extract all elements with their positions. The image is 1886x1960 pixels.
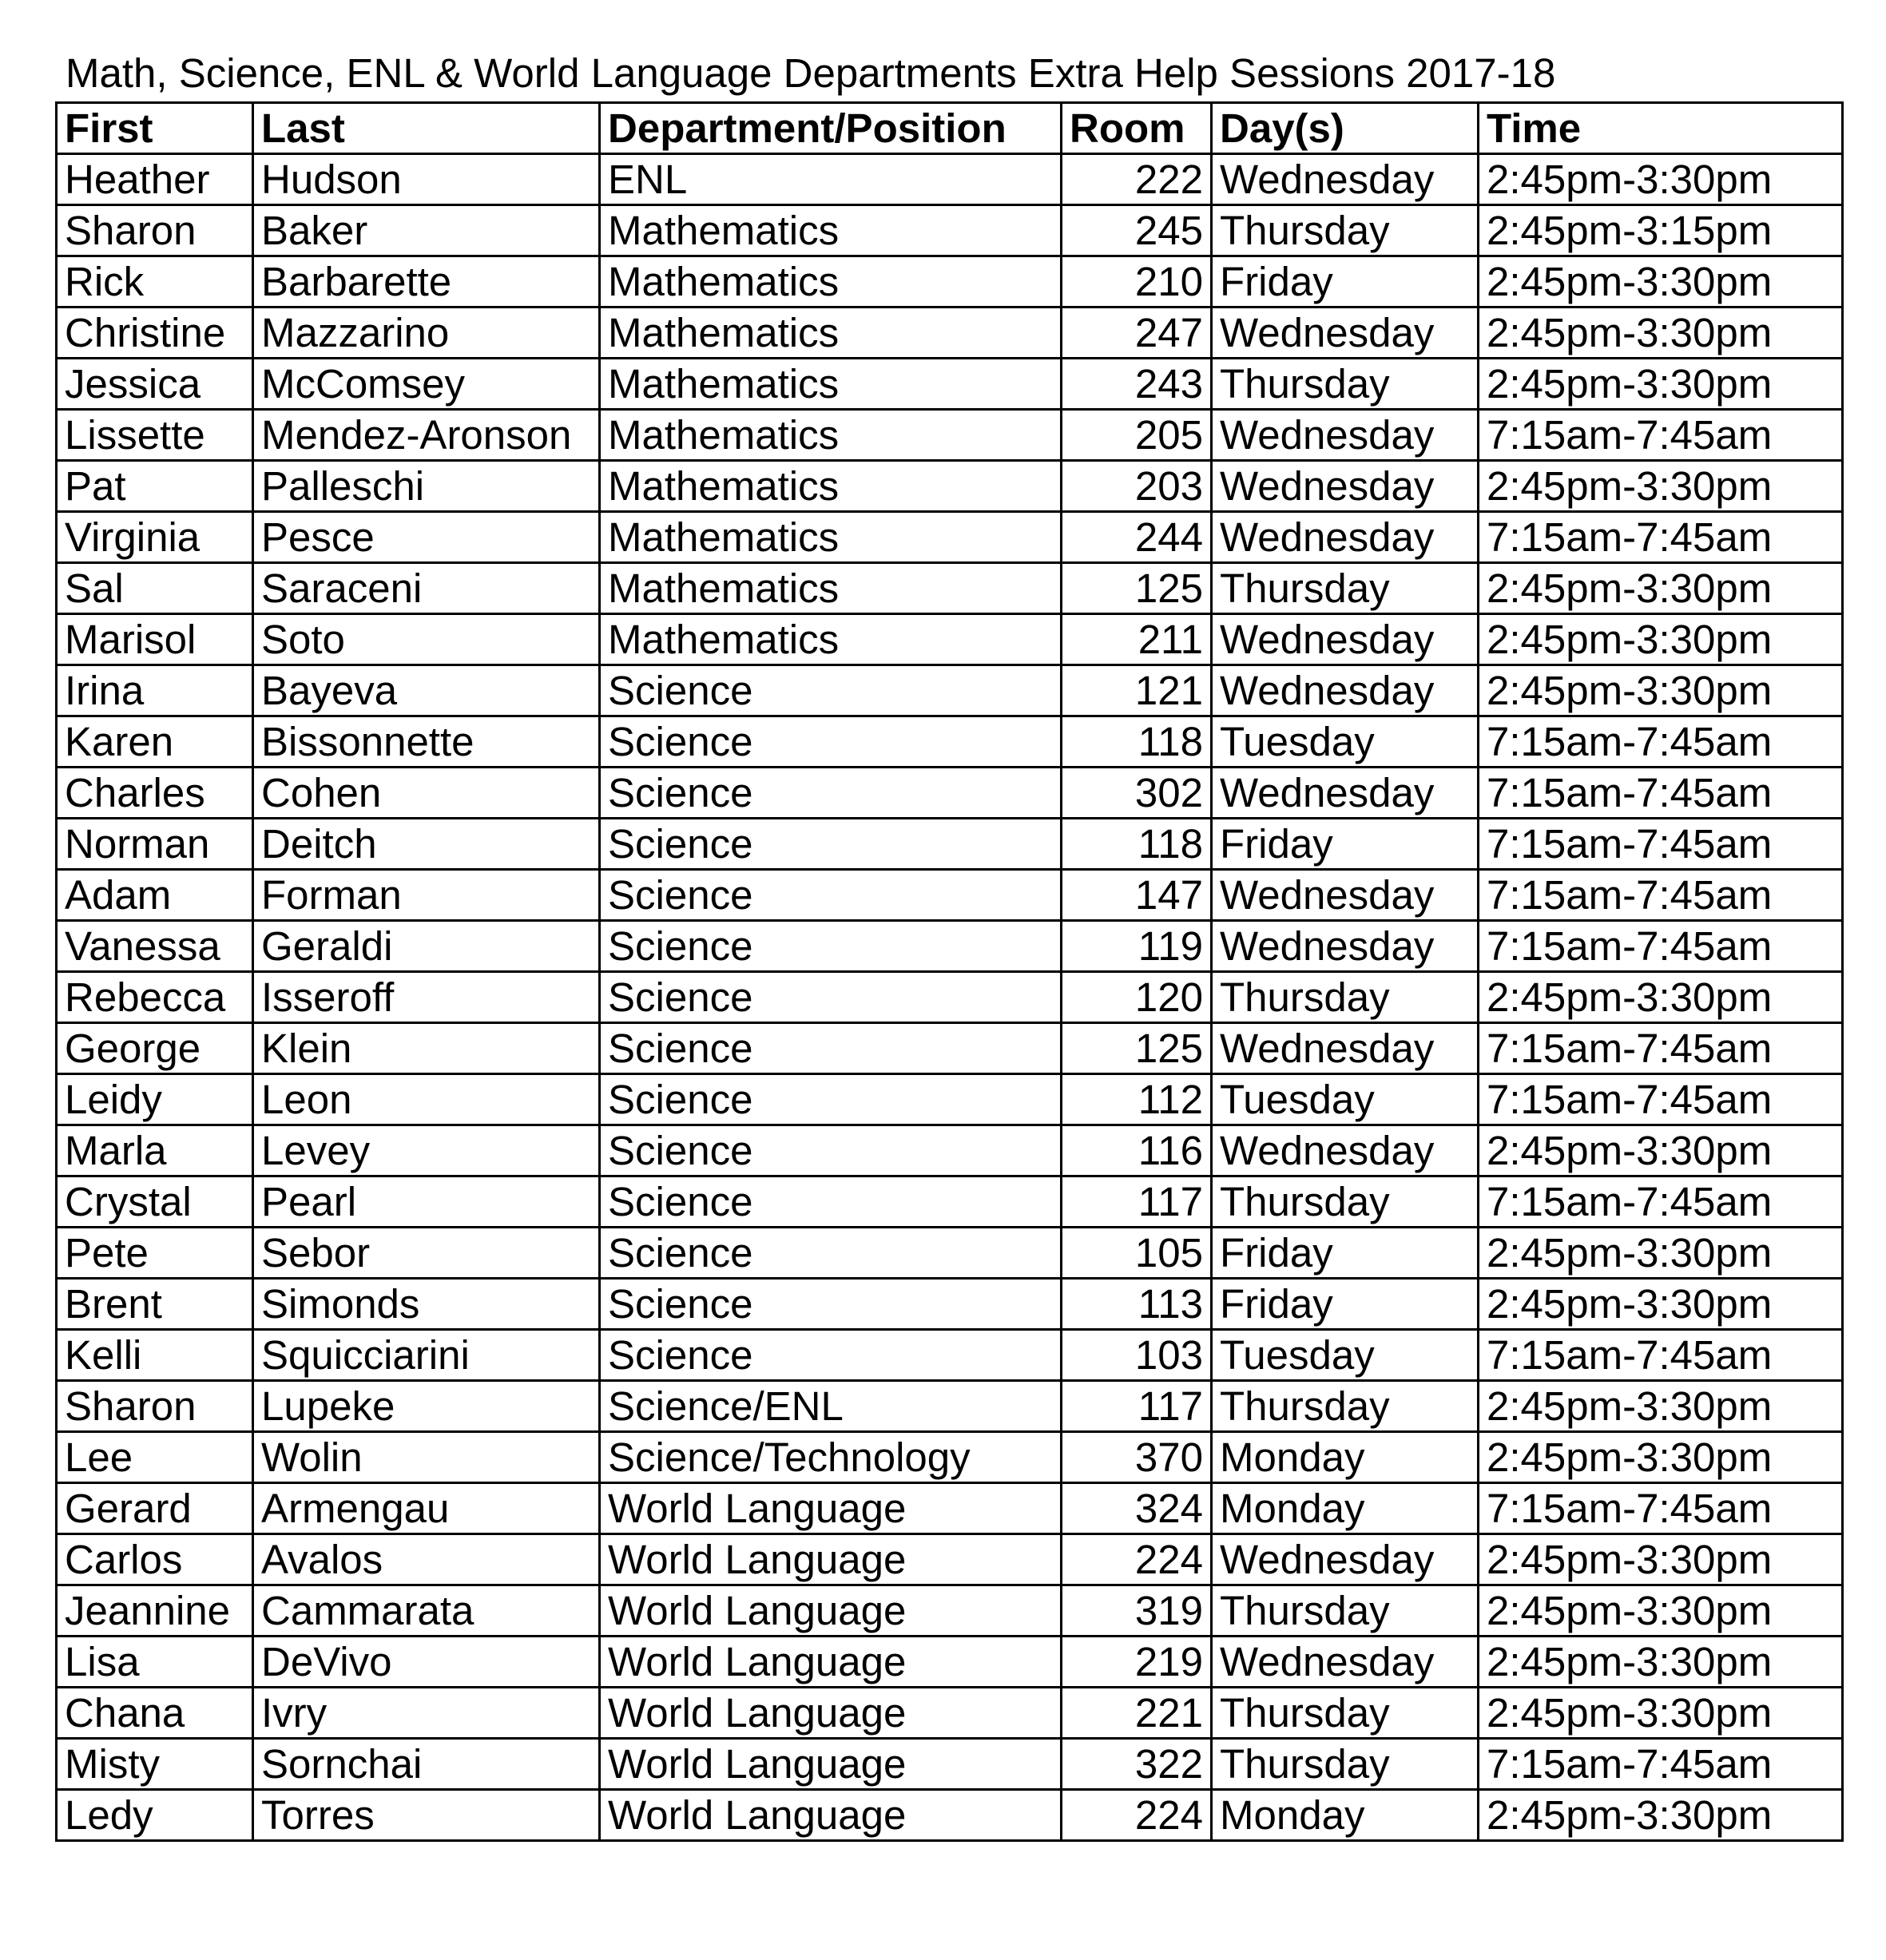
cell-days: Thursday (1212, 972, 1479, 1023)
cell-days: Wednesday (1212, 870, 1479, 921)
cell-room: 302 (1062, 768, 1212, 819)
cell-room: 118 (1062, 716, 1212, 768)
cell-days: Monday (1212, 1432, 1479, 1483)
table-row (57, 1483, 1843, 1534)
cell-days: Thursday (1212, 359, 1479, 410)
cell-days: Wednesday (1212, 921, 1479, 972)
cell-time: 7:15am-7:45am (1479, 716, 1843, 768)
column-header-last: Last (253, 103, 600, 154)
cell-days: Thursday (1212, 1585, 1479, 1637)
table-row (57, 1279, 1843, 1330)
cell-last-name: Mendez-Aronson (253, 410, 600, 461)
cell-department: Mathematics (600, 614, 1062, 665)
cell-department: Science (600, 716, 1062, 768)
cell-department: Science (600, 1074, 1062, 1125)
page-title: Math, Science, ENL & World Language Departments Extra Help Sessions 2017-18 (66, 50, 1556, 96)
cell-room: 224 (1062, 1534, 1212, 1585)
cell-last-name: Bissonnette (253, 716, 600, 768)
table-row (57, 870, 1843, 921)
cell-time: 7:15am-7:45am (1479, 410, 1843, 461)
cell-room: 324 (1062, 1483, 1212, 1534)
cell-first-name: Brent (57, 1279, 253, 1330)
cell-first-name: Lee (57, 1432, 253, 1483)
cell-department: Science (600, 972, 1062, 1023)
cell-room: 370 (1062, 1432, 1212, 1483)
cell-time: 2:45pm-3:30pm (1479, 307, 1843, 359)
cell-last-name: Mazzarino (253, 307, 600, 359)
cell-room: 113 (1062, 1279, 1212, 1330)
cell-room: 221 (1062, 1688, 1212, 1739)
cell-room: 116 (1062, 1125, 1212, 1176)
cell-first-name: Chana (57, 1688, 253, 1739)
extra-help-table (55, 101, 1844, 1842)
table-row (57, 1637, 1843, 1688)
cell-first-name: Pat (57, 461, 253, 512)
cell-first-name: Rick (57, 256, 253, 307)
table-row (57, 512, 1843, 563)
cell-room: 117 (1062, 1176, 1212, 1228)
cell-last-name: Torres (253, 1790, 600, 1841)
cell-first-name: Christine (57, 307, 253, 359)
cell-department: Science/Technology (600, 1432, 1062, 1483)
cell-time: 7:15am-7:45am (1479, 512, 1843, 563)
cell-department: Mathematics (600, 512, 1062, 563)
cell-department: Science/ENL (600, 1381, 1062, 1432)
cell-department: Science (600, 1023, 1062, 1074)
table-row (57, 1534, 1843, 1585)
cell-last-name: Lupeke (253, 1381, 600, 1432)
table-row (57, 1790, 1843, 1841)
cell-time: 2:45pm-3:30pm (1479, 1688, 1843, 1739)
cell-room: 247 (1062, 307, 1212, 359)
cell-last-name: Pesce (253, 512, 600, 563)
cell-last-name: Hudson (253, 154, 600, 205)
cell-days: Tuesday (1212, 1330, 1479, 1381)
cell-days: Friday (1212, 819, 1479, 870)
cell-department: Science (600, 1176, 1062, 1228)
cell-days: Monday (1212, 1483, 1479, 1534)
table-row (57, 1176, 1843, 1228)
cell-first-name: Norman (57, 819, 253, 870)
cell-room: 205 (1062, 410, 1212, 461)
cell-room: 119 (1062, 921, 1212, 972)
table-row (57, 307, 1843, 359)
cell-first-name: Heather (57, 154, 253, 205)
cell-last-name: Forman (253, 870, 600, 921)
cell-last-name: Cammarata (253, 1585, 600, 1637)
cell-first-name: Leidy (57, 1074, 253, 1125)
cell-time: 7:15am-7:45am (1479, 1023, 1843, 1074)
table-row (57, 665, 1843, 716)
cell-department: World Language (600, 1637, 1062, 1688)
cell-department: Science (600, 1330, 1062, 1381)
cell-last-name: Ivry (253, 1688, 600, 1739)
column-header-time: Time (1479, 103, 1843, 154)
cell-last-name: Deitch (253, 819, 600, 870)
cell-room: 103 (1062, 1330, 1212, 1381)
table-row (57, 205, 1843, 256)
cell-first-name: Lissette (57, 410, 253, 461)
column-header-first: First (57, 103, 253, 154)
cell-first-name: Gerard (57, 1483, 253, 1534)
table-row (57, 768, 1843, 819)
cell-days: Friday (1212, 256, 1479, 307)
cell-room: 120 (1062, 972, 1212, 1023)
cell-time: 7:15am-7:45am (1479, 921, 1843, 972)
cell-last-name: Leon (253, 1074, 600, 1125)
cell-last-name: Squicciarini (253, 1330, 600, 1381)
table-row (57, 972, 1843, 1023)
table-header-row (57, 103, 1843, 154)
cell-days: Friday (1212, 1228, 1479, 1279)
cell-last-name: Barbarette (253, 256, 600, 307)
cell-first-name: Marla (57, 1125, 253, 1176)
cell-first-name: Pete (57, 1228, 253, 1279)
table-row (57, 1074, 1843, 1125)
cell-room: 203 (1062, 461, 1212, 512)
cell-department: Science (600, 665, 1062, 716)
cell-days: Wednesday (1212, 614, 1479, 665)
cell-first-name: Jessica (57, 359, 253, 410)
cell-time: 2:45pm-3:30pm (1479, 1432, 1843, 1483)
cell-department: Science (600, 1125, 1062, 1176)
table-body (57, 154, 1843, 1841)
cell-days: Wednesday (1212, 1534, 1479, 1585)
cell-room: 117 (1062, 1381, 1212, 1432)
cell-room: 224 (1062, 1790, 1212, 1841)
cell-time: 7:15am-7:45am (1479, 1330, 1843, 1381)
cell-department: Mathematics (600, 563, 1062, 614)
cell-room: 121 (1062, 665, 1212, 716)
cell-days: Thursday (1212, 1739, 1479, 1790)
cell-department: Science (600, 870, 1062, 921)
cell-days: Thursday (1212, 205, 1479, 256)
cell-time: 2:45pm-3:30pm (1479, 614, 1843, 665)
cell-room: 211 (1062, 614, 1212, 665)
cell-first-name: Sharon (57, 205, 253, 256)
cell-last-name: Saraceni (253, 563, 600, 614)
table-row (57, 1125, 1843, 1176)
cell-time: 2:45pm-3:30pm (1479, 1534, 1843, 1585)
cell-days: Thursday (1212, 1688, 1479, 1739)
table-row (57, 1585, 1843, 1637)
cell-department: Science (600, 768, 1062, 819)
cell-first-name: Adam (57, 870, 253, 921)
cell-time: 2:45pm-3:30pm (1479, 1381, 1843, 1432)
table-row (57, 1228, 1843, 1279)
cell-first-name: Jeannine (57, 1585, 253, 1637)
table-row (57, 1381, 1843, 1432)
cell-last-name: Palleschi (253, 461, 600, 512)
cell-department: Science (600, 819, 1062, 870)
cell-time: 7:15am-7:45am (1479, 870, 1843, 921)
cell-days: Wednesday (1212, 410, 1479, 461)
cell-room: 243 (1062, 359, 1212, 410)
cell-first-name: Carlos (57, 1534, 253, 1585)
cell-last-name: Armengau (253, 1483, 600, 1534)
cell-days: Thursday (1212, 1176, 1479, 1228)
column-header-days: Day(s) (1212, 103, 1479, 154)
cell-room: 210 (1062, 256, 1212, 307)
cell-time: 7:15am-7:45am (1479, 1176, 1843, 1228)
cell-department: Science (600, 921, 1062, 972)
cell-department: Science (600, 1279, 1062, 1330)
table-row (57, 1739, 1843, 1790)
cell-days: Wednesday (1212, 1023, 1479, 1074)
table-row (57, 256, 1843, 307)
cell-last-name: Cohen (253, 768, 600, 819)
cell-last-name: Baker (253, 205, 600, 256)
cell-room: 322 (1062, 1739, 1212, 1790)
cell-time: 2:45pm-3:30pm (1479, 1125, 1843, 1176)
cell-time: 7:15am-7:45am (1479, 1739, 1843, 1790)
cell-department: Mathematics (600, 461, 1062, 512)
cell-time: 2:45pm-3:30pm (1479, 154, 1843, 205)
cell-time: 2:45pm-3:30pm (1479, 359, 1843, 410)
cell-department: ENL (600, 154, 1062, 205)
cell-days: Wednesday (1212, 154, 1479, 205)
cell-first-name: Karen (57, 716, 253, 768)
cell-last-name: Avalos (253, 1534, 600, 1585)
cell-last-name: Geraldi (253, 921, 600, 972)
cell-first-name: Lisa (57, 1637, 253, 1688)
cell-first-name: Kelli (57, 1330, 253, 1381)
table-row (57, 1330, 1843, 1381)
cell-room: 147 (1062, 870, 1212, 921)
cell-time: 7:15am-7:45am (1479, 819, 1843, 870)
cell-room: 219 (1062, 1637, 1212, 1688)
table-row (57, 921, 1843, 972)
cell-department: World Language (600, 1739, 1062, 1790)
cell-time: 2:45pm-3:30pm (1479, 1790, 1843, 1841)
cell-department: World Language (600, 1585, 1062, 1637)
cell-first-name: George (57, 1023, 253, 1074)
cell-days: Friday (1212, 1279, 1479, 1330)
cell-room: 112 (1062, 1074, 1212, 1125)
cell-room: 125 (1062, 1023, 1212, 1074)
cell-days: Tuesday (1212, 1074, 1479, 1125)
cell-department: Science (600, 1228, 1062, 1279)
cell-first-name: Sharon (57, 1381, 253, 1432)
table-row (57, 359, 1843, 410)
cell-first-name: Irina (57, 665, 253, 716)
cell-last-name: Pearl (253, 1176, 600, 1228)
cell-department: World Language (600, 1688, 1062, 1739)
cell-first-name: Rebecca (57, 972, 253, 1023)
table-row (57, 461, 1843, 512)
cell-time: 2:45pm-3:30pm (1479, 461, 1843, 512)
cell-first-name: Virginia (57, 512, 253, 563)
cell-time: 2:45pm-3:30pm (1479, 256, 1843, 307)
cell-department: Mathematics (600, 410, 1062, 461)
cell-first-name: Charles (57, 768, 253, 819)
cell-last-name: Levey (253, 1125, 600, 1176)
cell-time: 7:15am-7:45am (1479, 1483, 1843, 1534)
cell-time: 7:15am-7:45am (1479, 768, 1843, 819)
cell-room: 125 (1062, 563, 1212, 614)
cell-time: 7:15am-7:45am (1479, 1074, 1843, 1125)
cell-department: World Language (600, 1483, 1062, 1534)
column-header-department: Department/Position (600, 103, 1062, 154)
cell-last-name: DeVivo (253, 1637, 600, 1688)
cell-last-name: Soto (253, 614, 600, 665)
cell-time: 2:45pm-3:30pm (1479, 1585, 1843, 1637)
cell-days: Monday (1212, 1790, 1479, 1841)
cell-time: 2:45pm-3:30pm (1479, 1279, 1843, 1330)
column-header-room: Room (1062, 103, 1212, 154)
cell-room: 105 (1062, 1228, 1212, 1279)
table-row (57, 1432, 1843, 1483)
cell-room: 118 (1062, 819, 1212, 870)
cell-days: Wednesday (1212, 1637, 1479, 1688)
cell-days: Wednesday (1212, 307, 1479, 359)
cell-room: 222 (1062, 154, 1212, 205)
cell-days: Tuesday (1212, 716, 1479, 768)
cell-first-name: Vanessa (57, 921, 253, 972)
table-row (57, 1688, 1843, 1739)
cell-last-name: Wolin (253, 1432, 600, 1483)
cell-time: 2:45pm-3:15pm (1479, 205, 1843, 256)
cell-time: 2:45pm-3:30pm (1479, 563, 1843, 614)
cell-first-name: Sal (57, 563, 253, 614)
cell-days: Wednesday (1212, 665, 1479, 716)
cell-time: 2:45pm-3:30pm (1479, 665, 1843, 716)
cell-first-name: Ledy (57, 1790, 253, 1841)
cell-room: 245 (1062, 205, 1212, 256)
cell-days: Thursday (1212, 563, 1479, 614)
cell-room: 244 (1062, 512, 1212, 563)
cell-last-name: Sebor (253, 1228, 600, 1279)
cell-days: Wednesday (1212, 461, 1479, 512)
cell-department: Mathematics (600, 359, 1062, 410)
table-row (57, 410, 1843, 461)
cell-department: World Language (600, 1790, 1062, 1841)
cell-days: Wednesday (1212, 1125, 1479, 1176)
cell-department: Mathematics (600, 307, 1062, 359)
cell-first-name: Crystal (57, 1176, 253, 1228)
cell-time: 2:45pm-3:30pm (1479, 972, 1843, 1023)
cell-days: Wednesday (1212, 512, 1479, 563)
table-row (57, 154, 1843, 205)
cell-department: Mathematics (600, 256, 1062, 307)
cell-last-name: Simonds (253, 1279, 600, 1330)
cell-last-name: Sornchai (253, 1739, 600, 1790)
cell-last-name: McComsey (253, 359, 600, 410)
table-row (57, 716, 1843, 768)
cell-last-name: Klein (253, 1023, 600, 1074)
table-row (57, 819, 1843, 870)
cell-days: Wednesday (1212, 768, 1479, 819)
table-row (57, 1023, 1843, 1074)
cell-last-name: Isseroff (253, 972, 600, 1023)
cell-days: Thursday (1212, 1381, 1479, 1432)
cell-room: 319 (1062, 1585, 1212, 1637)
cell-time: 2:45pm-3:30pm (1479, 1637, 1843, 1688)
cell-last-name: Bayeva (253, 665, 600, 716)
cell-department: Mathematics (600, 205, 1062, 256)
cell-first-name: Misty (57, 1739, 253, 1790)
table-row (57, 614, 1843, 665)
cell-department: World Language (600, 1534, 1062, 1585)
cell-time: 2:45pm-3:30pm (1479, 1228, 1843, 1279)
cell-first-name: Marisol (57, 614, 253, 665)
table-row (57, 563, 1843, 614)
